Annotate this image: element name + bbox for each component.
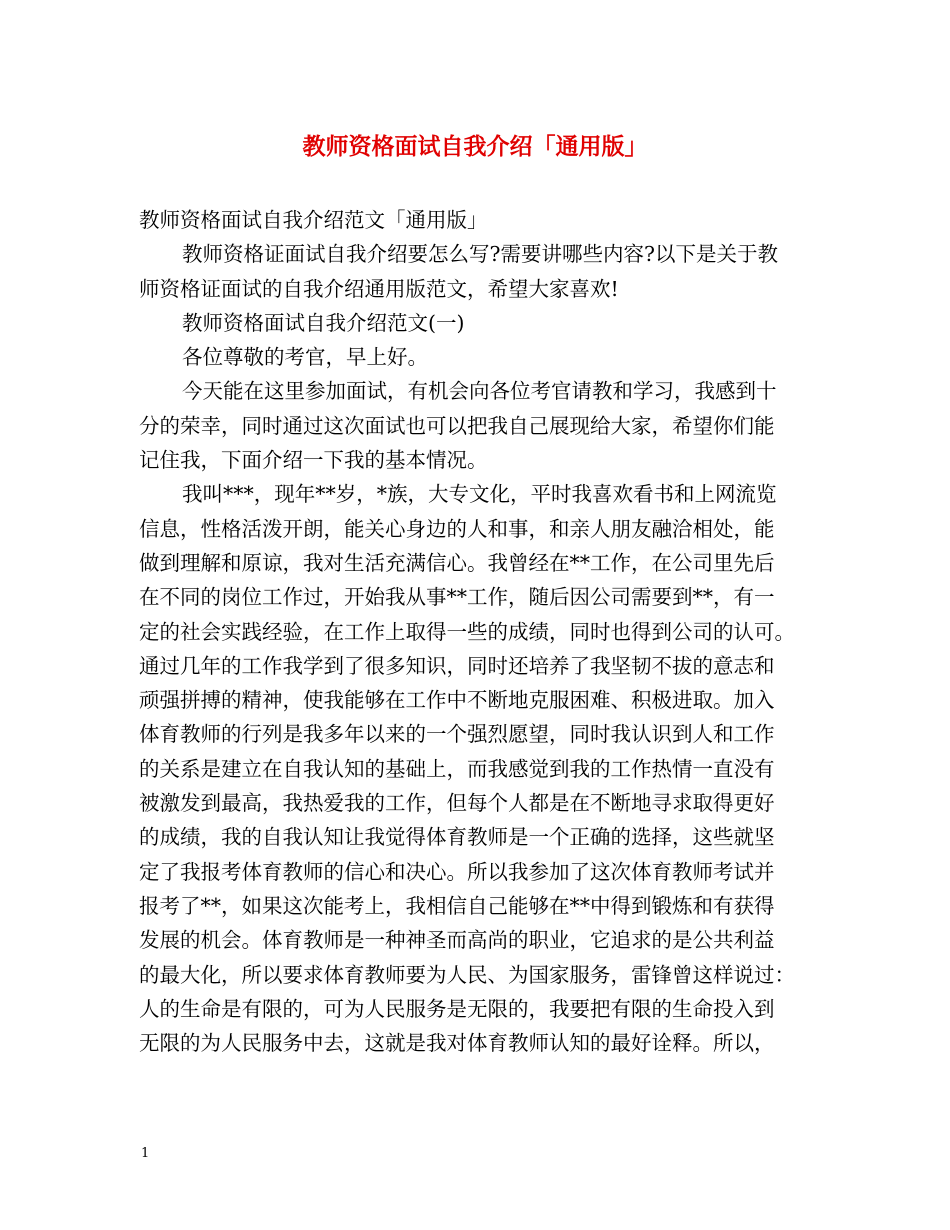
text-line: 各位尊敬的考官，早上好。 <box>182 345 428 370</box>
page-number: 1 <box>141 1146 150 1161</box>
text-line: 我叫***，现年**岁，*族，大专文化，平时我喜欢看书和上网流览 <box>182 482 777 507</box>
text-line: 被激发到最高，我热爱我的工作，但每个人都是在不断地寻求取得更好 <box>139 791 775 816</box>
page-title: 教师资格面试自我介绍「通用版」 <box>302 133 648 160</box>
text-line: 分的荣幸，同时通过这次面试也可以把我自己展现给大家，希望你们能 <box>139 413 775 438</box>
document-body <box>139 203 819 1060</box>
text-line: 定了我报考体育教师的信心和决心。所以我参加了这次体育教师考试并 <box>139 859 775 884</box>
text-line: 报考了**，如果这次能考上，我相信自己能够在**中得到锻炼和有获得 <box>139 893 775 918</box>
text-line: 的关系是建立在自我认知的基础上，而我感觉到我的工作热情一直没有 <box>139 756 775 781</box>
text-line: 信息，性格活泼开朗，能关心身边的人和事，和亲人朋友融洽相处，能 <box>139 516 775 541</box>
text-line: 发展的机会。体育教师是一种神圣而高尚的职业，它追求的是公共利益 <box>139 928 775 953</box>
text-line: 顽强拼搏的精神，使我能够在工作中不断地克服困难、积极进取。加入 <box>139 688 775 713</box>
text-line: 的成绩，我的自我认知让我觉得体育教师是一个正确的选择，这些就坚 <box>139 825 775 850</box>
text-line: 今天能在这里参加面试，有机会向各位考官请教和学习，我感到十 <box>182 379 777 404</box>
text-line: 记住我，下面介绍一下我的基本情况。 <box>139 448 488 473</box>
text-line: 体育教师的行列是我多年以来的一个强烈愿望，同时我认识到人和工作 <box>139 722 775 747</box>
document-subtitle: 教师资格面试自我介绍范文「通用版」 <box>139 208 488 232</box>
text-line: 定的社会实践经验，在工作上取得一些的成绩，同时也得到公司的认可。 <box>139 619 795 644</box>
text-line: 通过几年的工作我学到了很多知识，同时还培养了我坚韧不拔的意志和 <box>139 653 775 678</box>
text-line: 做到理解和原谅，我对生活充满信心。我曾经在**工作，在公司里先后 <box>139 550 775 575</box>
text-line: 在不同的岗位工作过，开始我从事**工作，随后因公司需要到**，有一 <box>139 585 775 610</box>
text-line: 教师资格面试自我介绍范文(一) <box>182 310 465 335</box>
text-line: 师资格证面试的自我介绍通用版范文，希望大家喜欢! <box>139 276 619 301</box>
text-line: 无限的为人民服务中去，这就是我对体育教师认知的最好诠释。所以， <box>139 1031 775 1056</box>
text-line: 教师资格证面试自我介绍要怎么写?需要讲哪些内容?以下是关于教 <box>182 242 778 267</box>
text-line: 的最大化，所以要求体育教师要为人民、为国家服务，雷锋曾这样说过： <box>139 962 795 987</box>
text-line: 人的生命是有限的，可为人民服务是无限的，我要把有限的生命投入到 <box>139 996 775 1021</box>
